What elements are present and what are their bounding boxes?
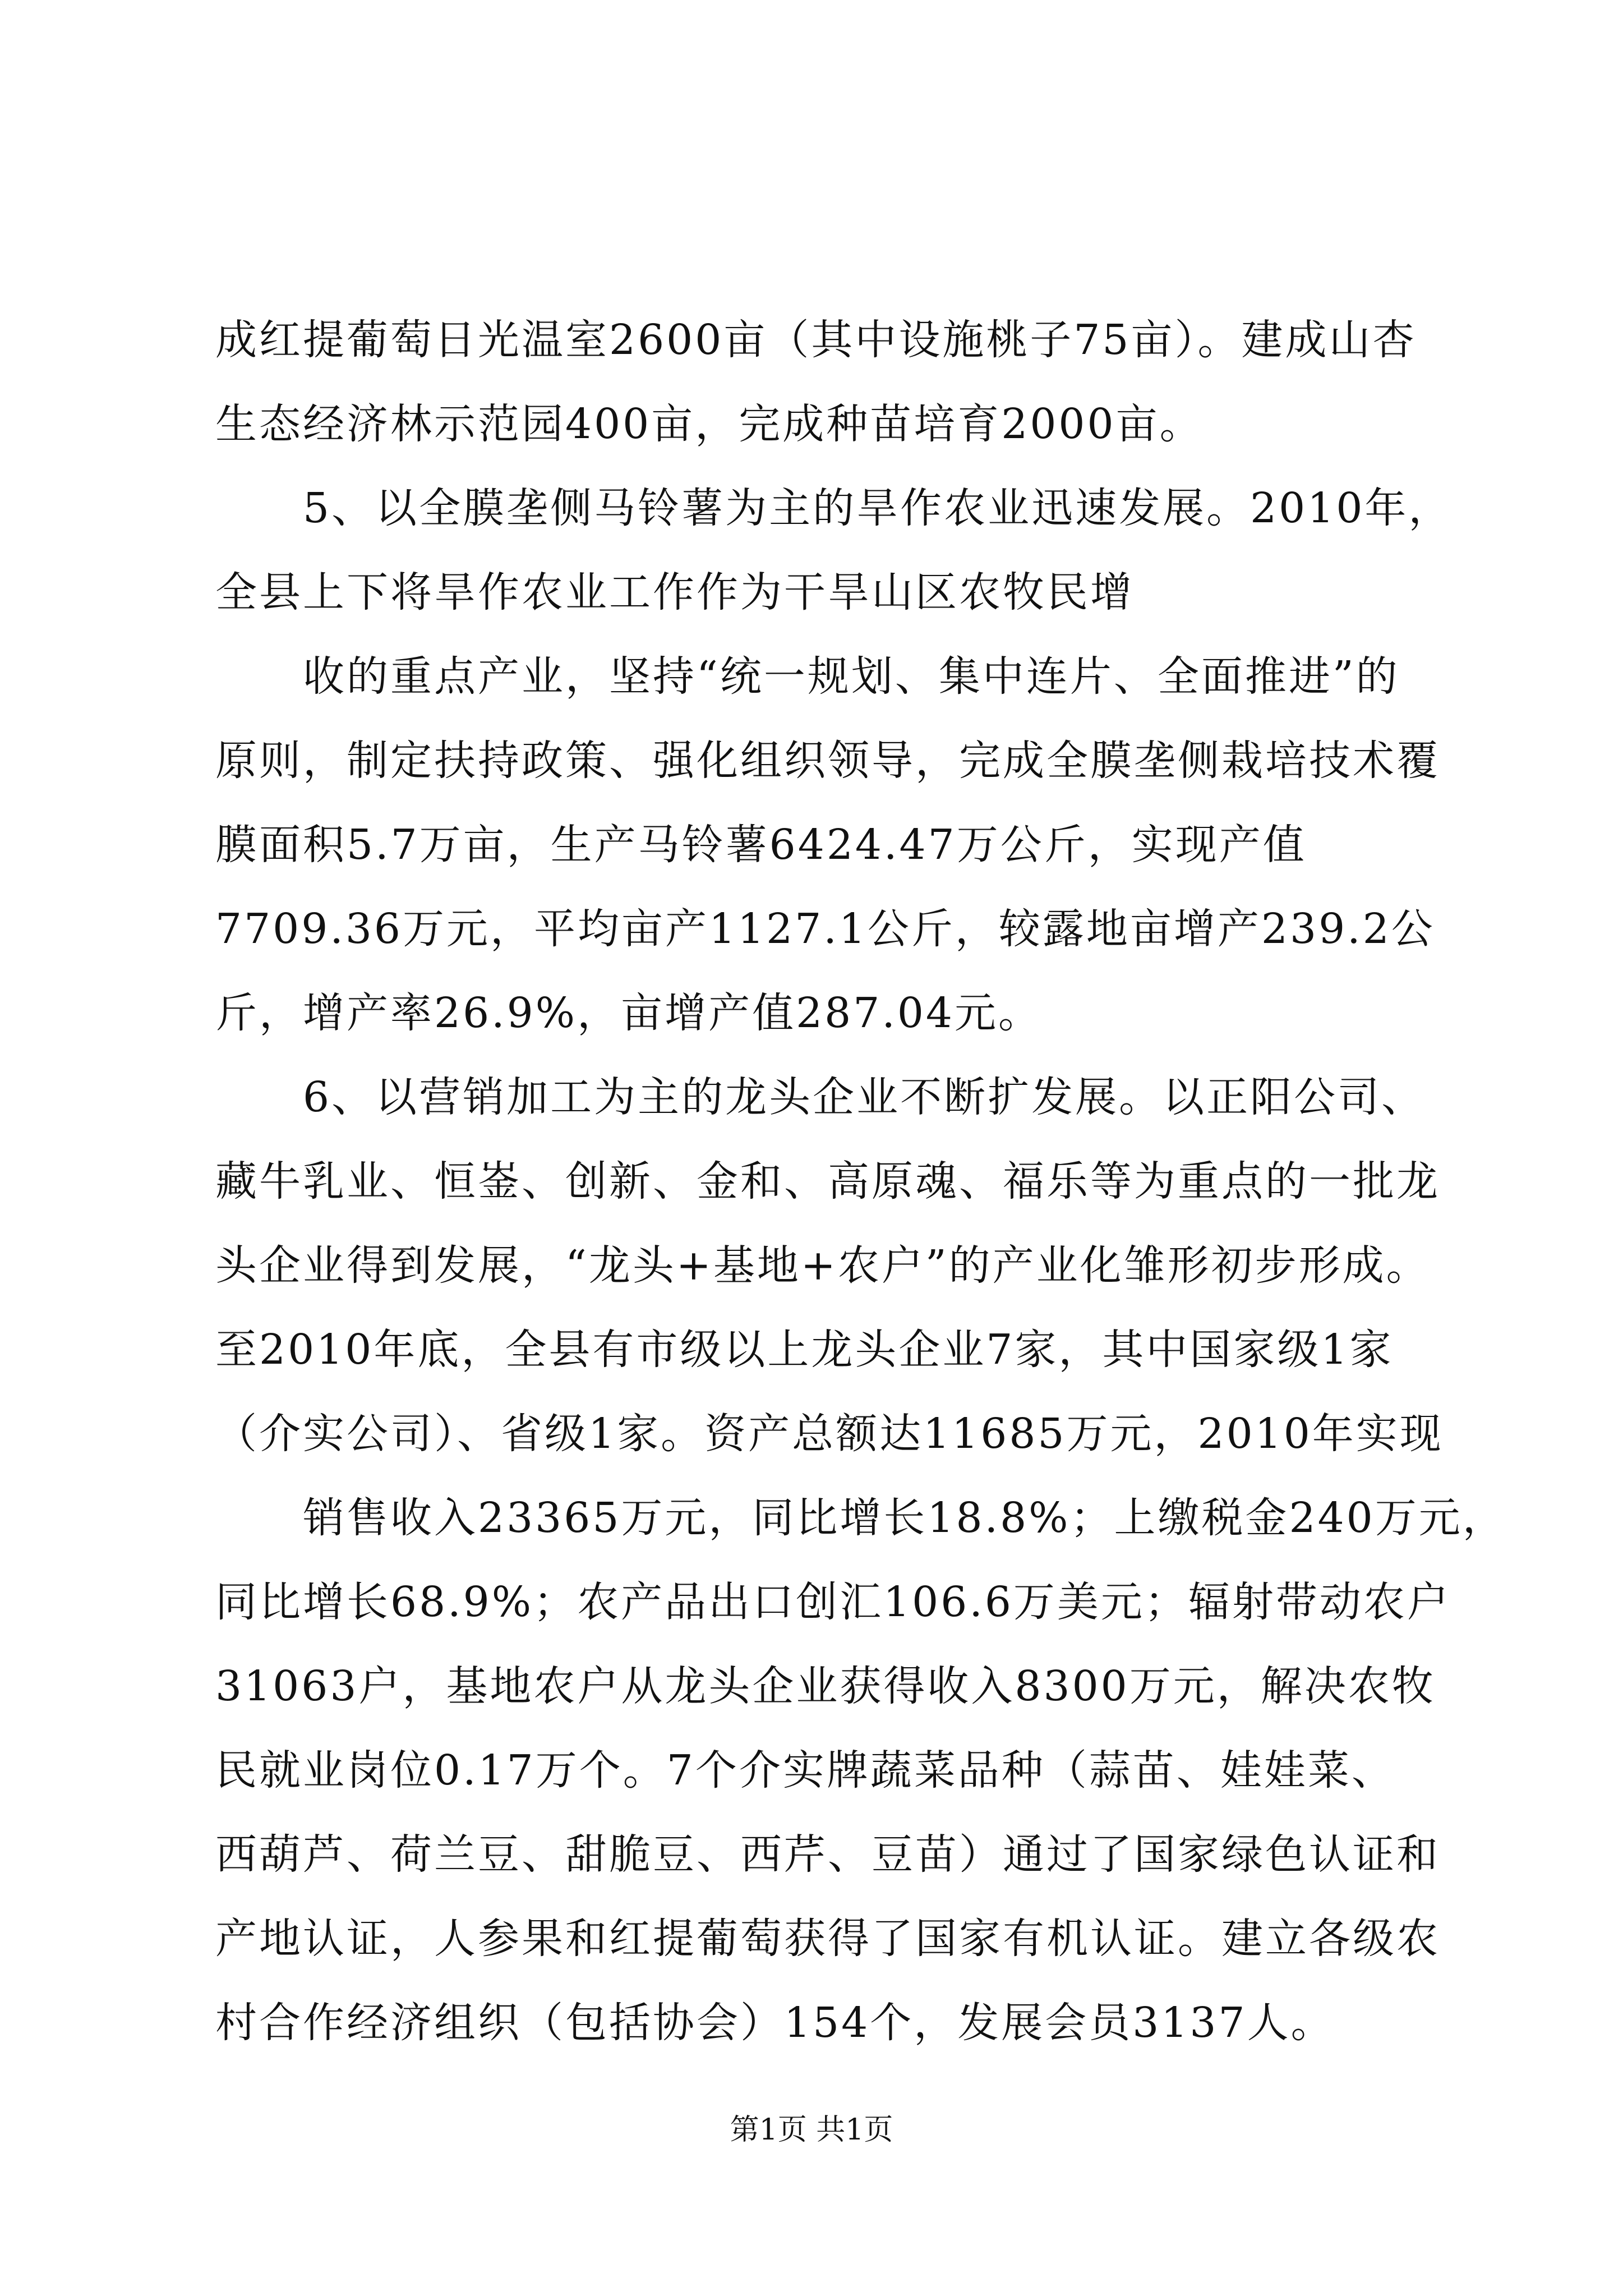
text-line: 产地认证，人参果和红提葡萄获得了国家有机认证。建立各级农 [215, 1915, 1440, 1963]
text-line: 生态经济林示范园400亩，完成种苗培育2000亩。 [215, 400, 1204, 448]
text-line: 7709.36万元，平均亩产1127.1公斤，较露地亩增产239.2公 [215, 905, 1435, 953]
text-line: 斤，增产率26.9%，亩增产值287.04元。 [215, 989, 1043, 1037]
text-line: 收的重点产业，坚持“统一规划、集中连片、全面推进”的 [303, 652, 1400, 701]
text-line: 31063户，基地农户从龙头企业获得收入8300万元，解决农牧 [215, 1662, 1436, 1710]
text-line: 膜面积5.7万亩，生产马铃薯6424.47万公斤，实现产值 [215, 821, 1307, 869]
page-footer: 第1页 共1页 [730, 2113, 893, 2147]
text-line: 至2010年底，全县有市级以上龙头企业7家，其中国家级1家 [215, 1326, 1394, 1374]
text-line: 藏牛乳业、恒崟、创新、金和、高原魂、福乐等为重点的一批龙 [215, 1157, 1440, 1205]
text-line: 销售收入23365万元，同比增长18.8%；上缴税金240万元， [303, 1494, 1506, 1542]
text-line: （介实公司）、省级1家。资产总额达11685万元，2010年实现 [215, 1410, 1444, 1458]
text-line: 西葫芦、荷兰豆、甜脆豆、西芹、豆苗）通过了国家绿色认证和 [215, 1830, 1440, 1879]
text-line: 同比增长68.9%；农产品出口创汇106.6万美元；辐射带动农户 [215, 1578, 1451, 1626]
text-line: 民就业岗位0.17万个。7个介实牌蔬菜品种（蒜苗、娃娃菜、 [215, 1746, 1395, 1795]
text-line: 成红提葡萄日光温室2600亩（其中设施桃子75亩）。建成山杏 [215, 316, 1417, 364]
text-line: 村合作经济组织（包括协会）154个，发展会员3137人。 [215, 1999, 1335, 2047]
text-line: 全县上下将旱作农业工作作为干旱山区农牧民增 [215, 568, 1134, 616]
paragraph-6-start: 6、以营销加工为主的龙头企业不断扩发展。以正阳公司、 [303, 1073, 1426, 1121]
text-line: 原则，制定扶持政策、强化组织领导，完成全膜垄侧栽培技术覆 [215, 737, 1440, 785]
text-line: 头企业得到发展，“龙头+基地+农户”的产业化雏形初步形成。 [215, 1241, 1430, 1290]
paragraph-5-start: 5、以全膜垄侧马铃薯为主的旱作农业迅速发展。2010年， [303, 484, 1453, 532]
